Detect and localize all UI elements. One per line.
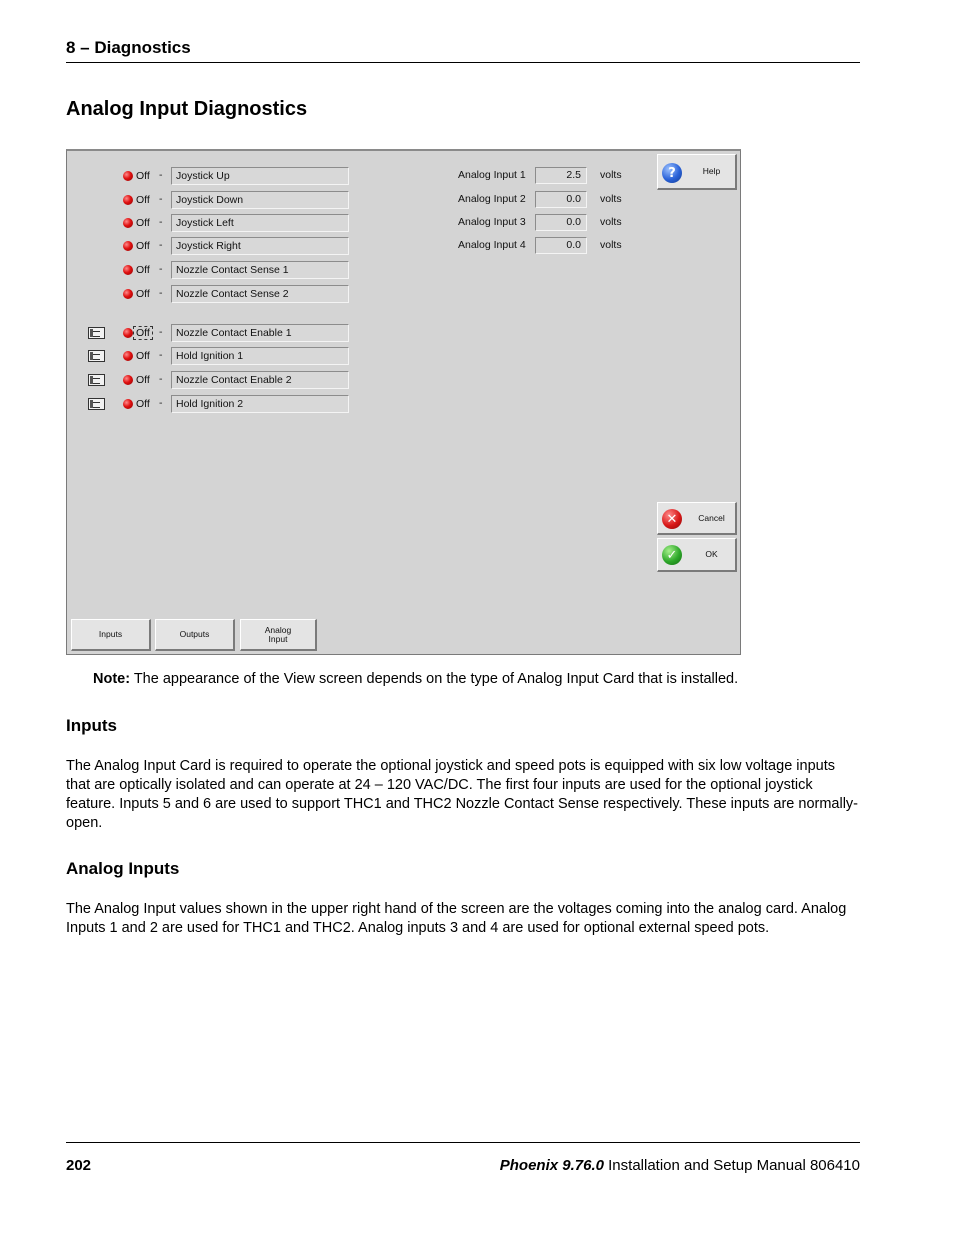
analog-input-row [447, 191, 637, 209]
help-icon: ? [662, 163, 682, 183]
cancel-button[interactable] [657, 502, 737, 535]
input-row [67, 214, 357, 234]
note [93, 671, 738, 687]
output-label: Hold Ignition 2 [171, 395, 349, 413]
output-row[interactable] [67, 371, 357, 391]
ok-icon: ✓ [662, 545, 682, 565]
analog-input-value: 0.0 [535, 191, 587, 208]
ok-button-label: OK [705, 549, 718, 559]
tab-analog-input-label: Analog Input [264, 624, 292, 644]
section-body-inputs: The Analog Input Card is required to operate the optional joystick and speed pots is equipped with six low voltage inputs that are optically isolated and can operate at 24 – 120 VAC/DC. The first four inputs are used for the optional joystick feature. Inputs 5 and 6 are used to support THC1 and THC2 Nozzle Contact Sense respectively. These inputs are normally-open. [66, 758, 859, 831]
analog-input-unit: volts [600, 239, 622, 251]
manual-title: Installation and Setup Manual 806410 [603, 1157, 860, 1174]
analog-input-unit: volts [600, 216, 622, 228]
input-state: Off [136, 288, 150, 300]
footer-rule [66, 1142, 860, 1143]
tab-outputs-label: Outputs [179, 629, 210, 639]
tab-outputs[interactable] [155, 619, 235, 651]
note-label: Note: [93, 671, 131, 687]
analog-input-row [447, 214, 637, 232]
output-toggle-icon[interactable] [88, 374, 105, 386]
input-state: Off [136, 240, 150, 252]
section-heading-analog-inputs: Analog Inputs [66, 859, 180, 878]
input-row [67, 237, 357, 257]
output-state[interactable]: Off [136, 327, 150, 339]
running-head: 8 – Diagnostics [66, 38, 191, 57]
input-row [67, 285, 357, 305]
input-label: Joystick Down [171, 191, 349, 209]
output-state[interactable]: Off [136, 350, 150, 362]
cancel-button-label: Cancel [698, 512, 725, 523]
input-label: Joystick Up [171, 167, 349, 185]
diagnostics-screenshot [66, 149, 741, 655]
analog-input-unit: volts [600, 169, 622, 181]
status-led [123, 241, 133, 251]
status-led [123, 265, 133, 275]
status-led [123, 218, 133, 228]
status-led [123, 195, 133, 205]
separator: - [159, 169, 163, 181]
analog-input-unit: volts [600, 193, 622, 205]
output-label: Hold Ignition 1 [171, 347, 349, 365]
input-state: Off [136, 217, 150, 229]
input-row [67, 261, 357, 281]
input-state: Off [136, 264, 150, 276]
page-title: Analog Input Diagnostics [66, 98, 308, 120]
tab-analog-input[interactable] [240, 619, 317, 651]
analog-input-value: 0.0 [535, 237, 587, 254]
analog-input-row [447, 237, 637, 255]
section-heading-inputs: Inputs [66, 716, 117, 735]
cancel-icon: ✕ [662, 509, 682, 529]
output-row[interactable] [67, 347, 357, 367]
status-led [123, 351, 133, 361]
input-label: Nozzle Contact Sense 1 [171, 261, 349, 279]
tab-inputs[interactable] [71, 619, 151, 651]
input-state: Off [136, 170, 150, 182]
separator: - [159, 193, 163, 205]
output-state[interactable]: Off [136, 374, 150, 386]
analog-input-row [447, 167, 637, 185]
output-row[interactable] [67, 395, 357, 415]
output-toggle-icon[interactable] [88, 398, 105, 410]
output-label: Nozzle Contact Enable 2 [171, 371, 349, 389]
section-body-analog-inputs: The Analog Input values shown in the upper right hand of the screen are the voltages coming into the analog card. Analog Inputs 1 and 2 are used for THC1 and THC2. Analog inputs 3 and 4 are used for optional external speed pots. [66, 901, 847, 936]
footer-title [500, 1157, 860, 1174]
input-label: Nozzle Contact Sense 2 [171, 285, 349, 303]
analog-input-value: 0.0 [535, 214, 587, 231]
tab-inputs-label: Inputs [98, 629, 123, 639]
output-toggle-icon[interactable] [88, 327, 105, 339]
status-led [123, 375, 133, 385]
ok-button[interactable] [657, 538, 737, 572]
analog-input-value: 2.5 [535, 167, 587, 184]
status-led [123, 171, 133, 181]
status-led [123, 399, 133, 409]
separator: - [159, 349, 163, 361]
analog-input-label: Analog Input 4 [458, 239, 526, 251]
analog-input-label: Analog Input 2 [458, 193, 526, 205]
input-state: Off [136, 194, 150, 206]
separator: - [159, 397, 163, 409]
output-row[interactable] [67, 324, 357, 344]
separator: - [159, 373, 163, 385]
separator: - [159, 263, 163, 275]
input-label: Joystick Right [171, 237, 349, 255]
help-button-label: Help [702, 166, 721, 176]
output-label: Nozzle Contact Enable 1 [171, 324, 349, 342]
separator: - [159, 239, 163, 251]
separator: - [159, 326, 163, 338]
separator: - [159, 216, 163, 228]
help-button[interactable] [657, 154, 737, 190]
page-number: 202 [66, 1157, 92, 1174]
product-name: Phoenix 9.76.0 [499, 1157, 604, 1174]
input-row [67, 167, 357, 187]
separator: - [159, 287, 163, 299]
output-toggle-icon[interactable] [88, 350, 105, 362]
input-row [67, 191, 357, 211]
status-led [123, 289, 133, 299]
status-led [123, 328, 133, 338]
analog-input-label: Analog Input 1 [458, 169, 526, 181]
output-state[interactable]: Off [136, 398, 150, 410]
input-label: Joystick Left [171, 214, 349, 232]
header-rule [66, 62, 860, 63]
note-text: The appearance of the View screen depends on the type of Analog Input Card that is installed. [130, 671, 739, 687]
analog-input-label: Analog Input 3 [458, 216, 526, 228]
